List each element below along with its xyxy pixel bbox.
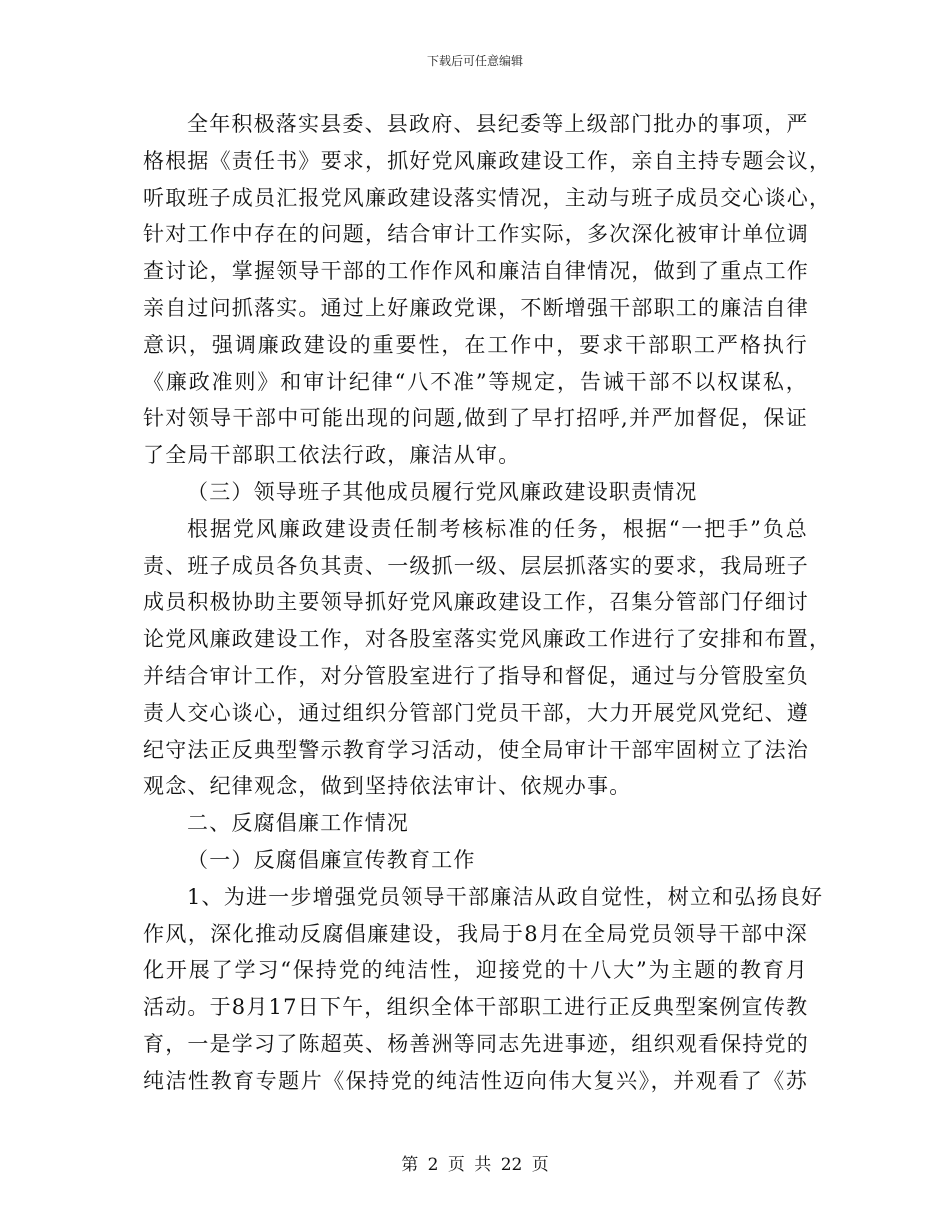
- text-line: 亲自过问抓落实。通过上好廉政党课，不断增强干部职工的廉洁自律: [143, 295, 809, 320]
- paragraph: [143, 879, 824, 1100]
- text-line: 化开展了学习“保持党的纯洁性，迎接党的十八大”为主题的教育月: [143, 958, 808, 983]
- text-line: 二、反腐倡廉工作情况: [187, 811, 409, 836]
- section-heading: [143, 805, 808, 842]
- text-line: 了全局干部职工依法行政，廉洁从审。: [143, 443, 521, 468]
- text-line: 活动。于8月17日下午，组织全体干部职工进行正反典型案例宣传教: [143, 995, 809, 1020]
- text-line: 育，一是学习了陈超英、杨善洲等同志先进事迹，组织观看保持党的: [143, 1031, 809, 1056]
- text-line: 《廉政准则》和审计纪律“八不准”等规定，告诫干部不以权谋私，: [143, 369, 808, 394]
- text-line: 责、班子成员各负其责、一级抓一级、层层抓落实的要求，我局班子: [143, 553, 809, 578]
- text-line: 格根据《责任书》要求，抓好党风廉政建设工作，亲自主持专题会议，: [143, 148, 832, 173]
- text-line: 听取班子成员汇报党风廉政建设落实情况，主动与班子成员交心谈心，: [143, 185, 832, 210]
- paragraph: [143, 511, 832, 805]
- text-line: 成员积极协助主要领导抓好党风廉政建设工作，召集分管部门仔细讨: [143, 590, 809, 615]
- text-line: 根据党风廉政建设责任制考核标准的任务，根据“一把手”负总: [187, 516, 808, 541]
- text-line: 责人交心谈心，通过组织分管部门党员干部，大力开展党风党纪、遵: [143, 700, 809, 725]
- text-line: 全年积极落实县委、县政府、县纪委等上级部门批办的事项，严: [187, 112, 809, 136]
- text-line: 作风，深化推动反腐倡廉建设，我局于8月在全局党员领导干部中深: [143, 921, 808, 946]
- text-line: 针对领导干部中可能出现的问题,做到了早打招呼,并严加督促，保证: [143, 406, 808, 431]
- text-line: 纪守法正反典型警示教育学习活动，使全局审计干部牢固树立了法治: [143, 737, 809, 762]
- page-header-note: 下载后可任意编辑: [426, 54, 523, 68]
- section-heading: [143, 474, 808, 511]
- text-line: （一）反腐倡廉宣传教育工作: [187, 847, 476, 872]
- section-subheading: [143, 842, 808, 879]
- text-line: 纯洁性教育专题片《保持党的纯洁性迈向伟大复兴》，并观看了《苏: [143, 1068, 808, 1093]
- text-line: 并结合审计工作，对分管股室进行了指导和督促，通过与分管股室负: [143, 663, 809, 688]
- text-line: 1、为进一步增强党员领导干部廉洁从政自觉性，树立和弘扬良好: [187, 884, 824, 909]
- text-line: 观念、纪律观念，做到坚持依法审计、依规办事。: [143, 774, 632, 799]
- text-line: 查讨论，掌握领导干部的工作作风和廉洁自律情况，做到了重点工作: [143, 259, 809, 284]
- text-line: 意识，强调廉政建设的重要性，在工作中，要求干部职工严格执行: [143, 332, 808, 357]
- document-body: [143, 106, 832, 1100]
- text-line: （三）领导班子其他成员履行党风廉政建设职责情况: [187, 479, 698, 504]
- page-number: 第 2 页 共 22 页: [401, 1155, 549, 1175]
- paragraph: [143, 106, 832, 474]
- text-line: 针对工作中存在的问题，结合审计工作实际，多次深化被审计单位调: [143, 222, 809, 247]
- text-line: 论党风廉政建设工作，对各股室落实党风廉政工作进行了安排和布置，: [143, 627, 832, 652]
